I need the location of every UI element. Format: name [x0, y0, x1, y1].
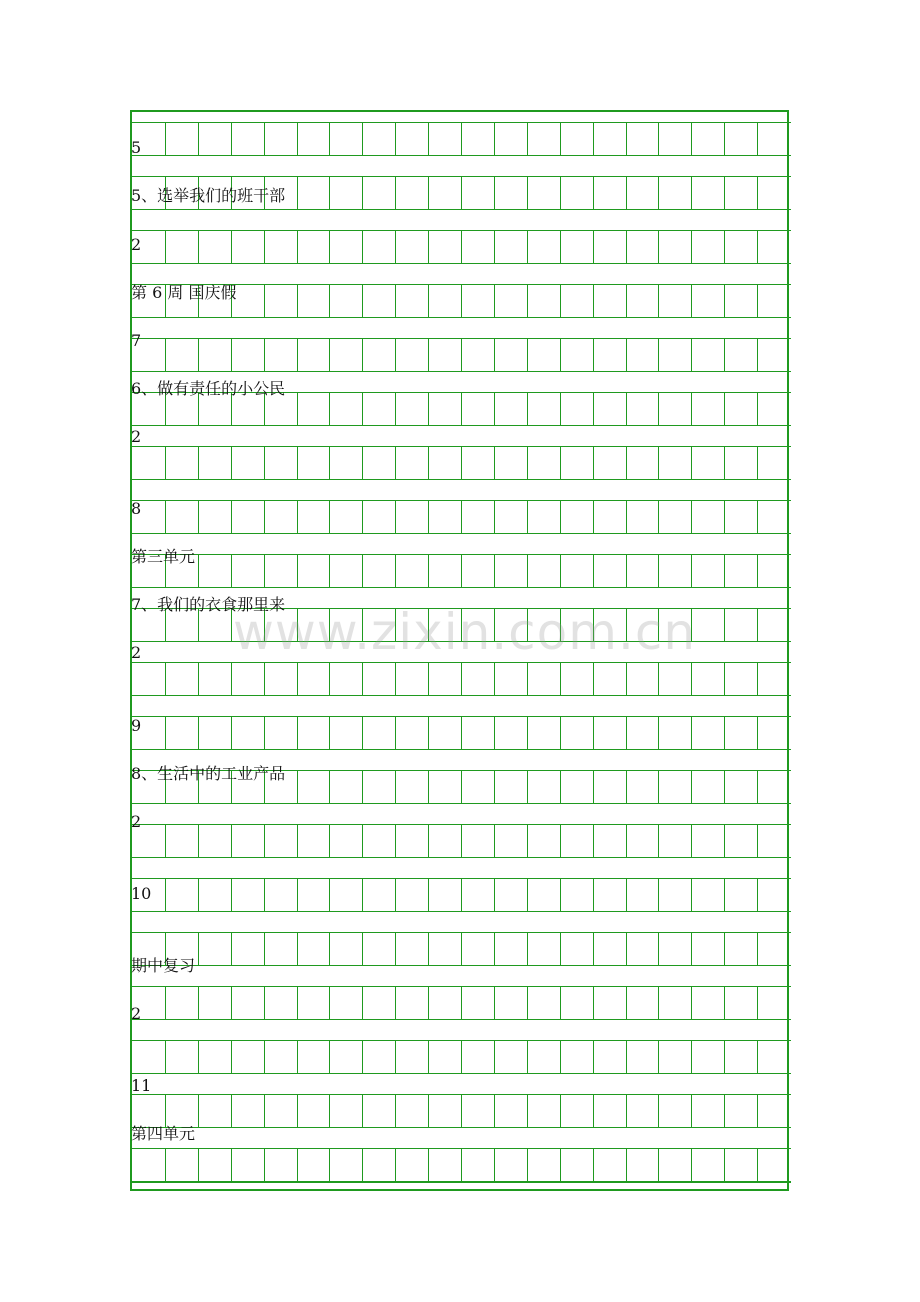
- text-line: 第 6 周 国庆假: [131, 283, 237, 302]
- text-line: 第四单元: [131, 1124, 196, 1143]
- text-line: 2: [131, 235, 142, 254]
- watermark: www.zixin.com.cn: [233, 603, 697, 661]
- text-line: 7、我们的衣食那里来: [131, 595, 286, 614]
- text-line: 11: [131, 1076, 152, 1095]
- text-line: 5、选举我们的班干部: [131, 186, 286, 205]
- text-line: 2: [131, 1004, 142, 1023]
- text-line: 6、做有责任的小公民: [131, 379, 286, 398]
- text-line: 2: [131, 643, 142, 662]
- text-line: 8: [131, 499, 142, 518]
- text-line: 2: [131, 427, 142, 446]
- text-line: 期中复习: [131, 956, 196, 975]
- text-line: 9: [131, 716, 142, 735]
- text-line: 第三单元: [131, 547, 196, 566]
- text-line: 7: [131, 331, 142, 350]
- text-line: 2: [131, 812, 142, 831]
- text-line: 5: [131, 138, 142, 157]
- text-line: 10: [131, 884, 152, 903]
- text-line: 8、生活中的工业产品: [131, 764, 286, 783]
